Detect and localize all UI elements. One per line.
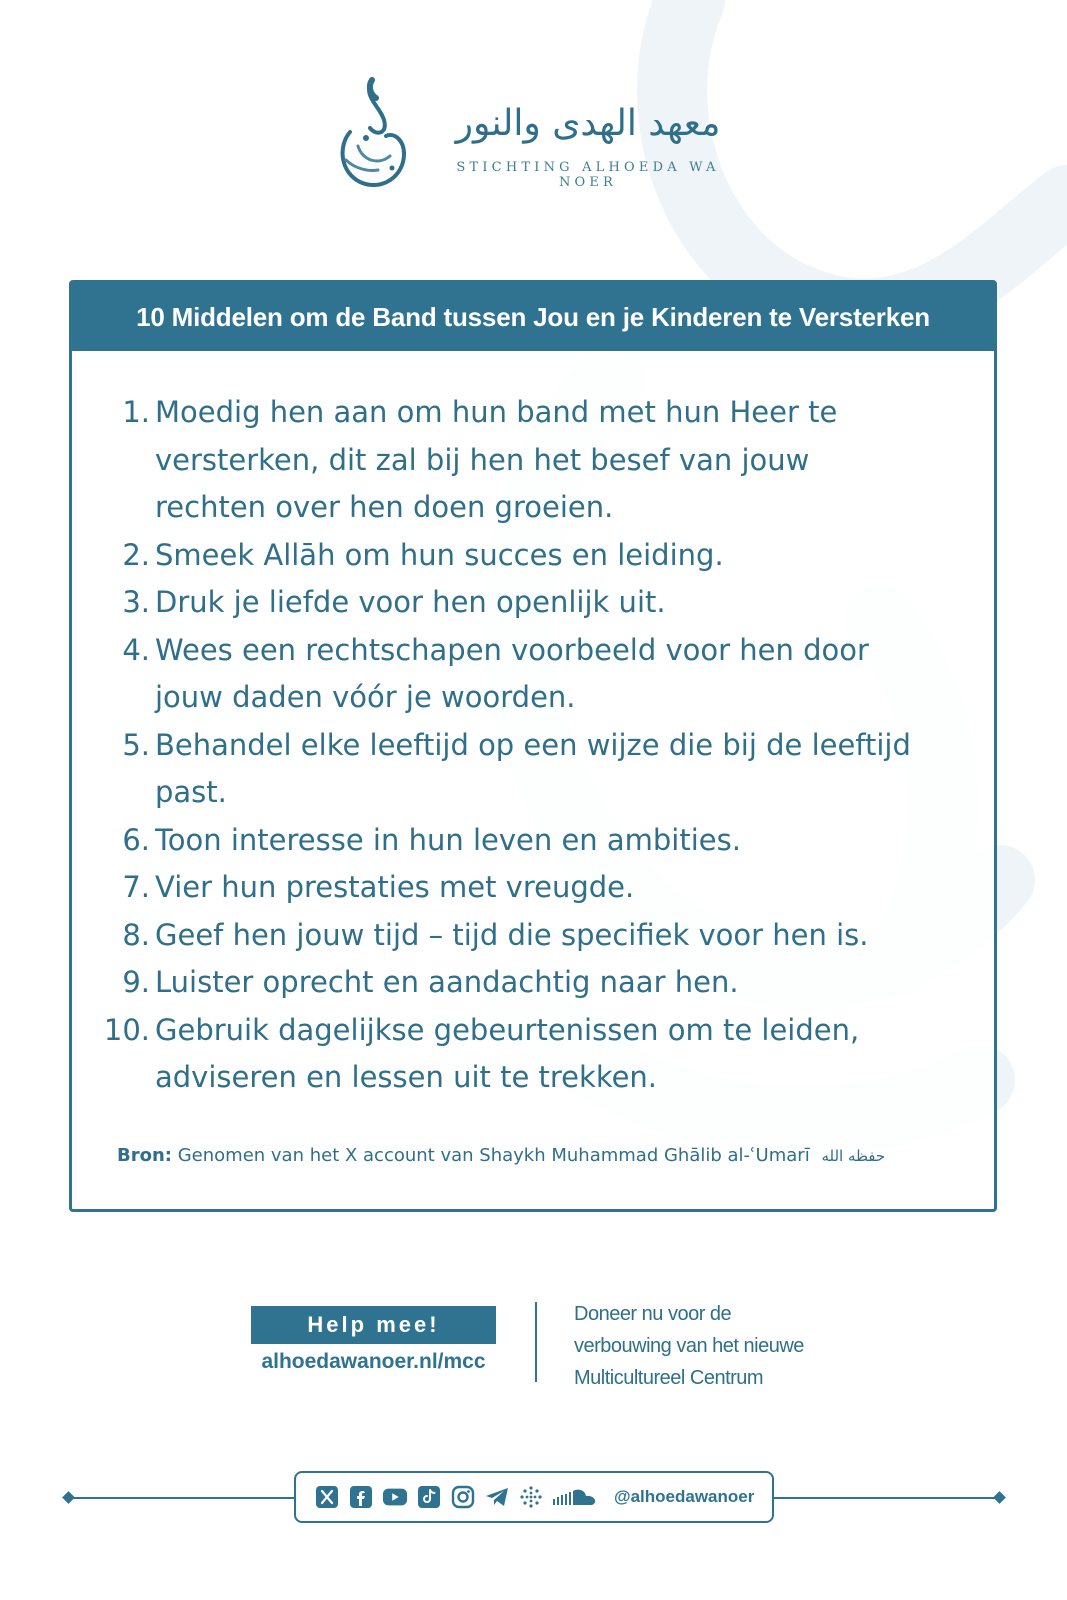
x-icon[interactable] xyxy=(314,1484,340,1510)
tip-item xyxy=(102,389,962,532)
vertical-divider xyxy=(535,1302,537,1382)
tip-text-line: Behandel elke leeftijd op een wijze die bij de leeftijd xyxy=(155,727,911,762)
tiktok-icon[interactable] xyxy=(416,1484,442,1510)
tip-number: 1. xyxy=(122,395,150,429)
donate-line: verbouwing van het nieuwe xyxy=(574,1335,804,1357)
source-text: Genomen van het X account van Shaykh Muhammad Ghālib al-ʿUmarī xyxy=(177,1145,810,1166)
dots-icon[interactable] xyxy=(518,1484,544,1510)
tip-item xyxy=(102,579,962,627)
tip-number: 9. xyxy=(122,965,150,999)
tip-number: 5. xyxy=(122,727,150,762)
card-title: 10 Middelen om de Band tussen Jou en je Kinderen te Versterken xyxy=(72,283,994,351)
brand-arabic-name: معهد الهدى والنور xyxy=(455,103,721,144)
tip-text-line: Toon interesse in hun leven en ambities. xyxy=(155,822,741,857)
tip-text-line: Geef hen jouw tijd – tijd die specifiek voor hen is. xyxy=(155,917,869,952)
tip-item xyxy=(102,864,962,912)
tip-text-line: Moedig hen aan om hun band met hun Heer te xyxy=(155,395,838,429)
footer-diamond-right xyxy=(993,1491,1006,1504)
social-handle[interactable]: @alhoedawanoer xyxy=(614,1487,755,1506)
tip-text-line: versterken, dit zal bij hen het besef van jouw xyxy=(155,442,810,477)
tip-item xyxy=(102,532,962,580)
tip-number: 2. xyxy=(122,537,150,572)
tip-text-line: Gebruik dagelijkse gebeurtenissen om te leiden, xyxy=(155,1012,860,1047)
tip-item xyxy=(102,1007,962,1102)
source-label: Bron: xyxy=(117,1145,172,1166)
tip-text-line: past. xyxy=(155,775,227,809)
instagram-icon[interactable] xyxy=(450,1484,476,1510)
footer-divider-left xyxy=(68,1497,294,1499)
tip-item xyxy=(102,722,962,817)
tips-card xyxy=(69,280,997,1212)
help-button[interactable]: Help mee! xyxy=(251,1306,496,1344)
tip-item xyxy=(102,959,962,1007)
footer-divider-right xyxy=(774,1497,1000,1499)
tip-text-line: jouw daden vóór je woorden. xyxy=(155,680,576,714)
tip-number: 4. xyxy=(122,632,150,667)
tip-text-line: adviseren en lessen uit te trekken. xyxy=(155,1060,658,1094)
tips-list xyxy=(102,389,962,1102)
social-links-bar xyxy=(294,1471,774,1523)
donate-line: Multicultureel Centrum xyxy=(574,1367,764,1389)
donate-link[interactable]: alhoedawanoer.nl/mcc xyxy=(261,1350,486,1373)
source-line xyxy=(117,1145,967,1166)
tip-text-line: Smeek Allāh om hun succes en leiding. xyxy=(155,537,724,572)
donate-line: Doneer nu voor de xyxy=(574,1303,732,1325)
donate-description xyxy=(574,1298,874,1394)
tip-item xyxy=(102,627,962,722)
tip-item xyxy=(102,817,962,865)
telegram-icon[interactable] xyxy=(484,1484,510,1510)
tip-number: 6. xyxy=(122,822,150,857)
tip-number: 10. xyxy=(103,1012,150,1047)
facebook-icon[interactable] xyxy=(348,1484,374,1510)
source-honorific: حفظه الله xyxy=(821,1147,886,1165)
tip-number: 3. xyxy=(122,585,150,619)
tip-number: 7. xyxy=(122,870,150,904)
tip-item xyxy=(102,912,962,960)
youtube-icon[interactable] xyxy=(382,1484,408,1510)
soundcloud-icon[interactable] xyxy=(552,1484,598,1510)
tip-text-line: rechten over hen doen groeien. xyxy=(155,490,614,524)
tip-text-line: Wees een rechtschapen voorbeeld voor hen door xyxy=(155,632,869,667)
tip-text-line: Vier hun prestaties met vreugde. xyxy=(155,870,635,904)
brand-logo xyxy=(332,76,752,196)
brand-latin-name: STICHTING ALHOEDA WA NOER xyxy=(456,160,720,190)
footer-diamond-left xyxy=(62,1491,75,1504)
tip-text-line: Druk je liefde voor hen openlijk uit. xyxy=(155,585,666,619)
calligraphy-logo-icon xyxy=(332,76,410,192)
tip-number: 8. xyxy=(122,917,150,952)
tip-text-line: Luister oprecht en aandachtig naar hen. xyxy=(155,965,739,999)
